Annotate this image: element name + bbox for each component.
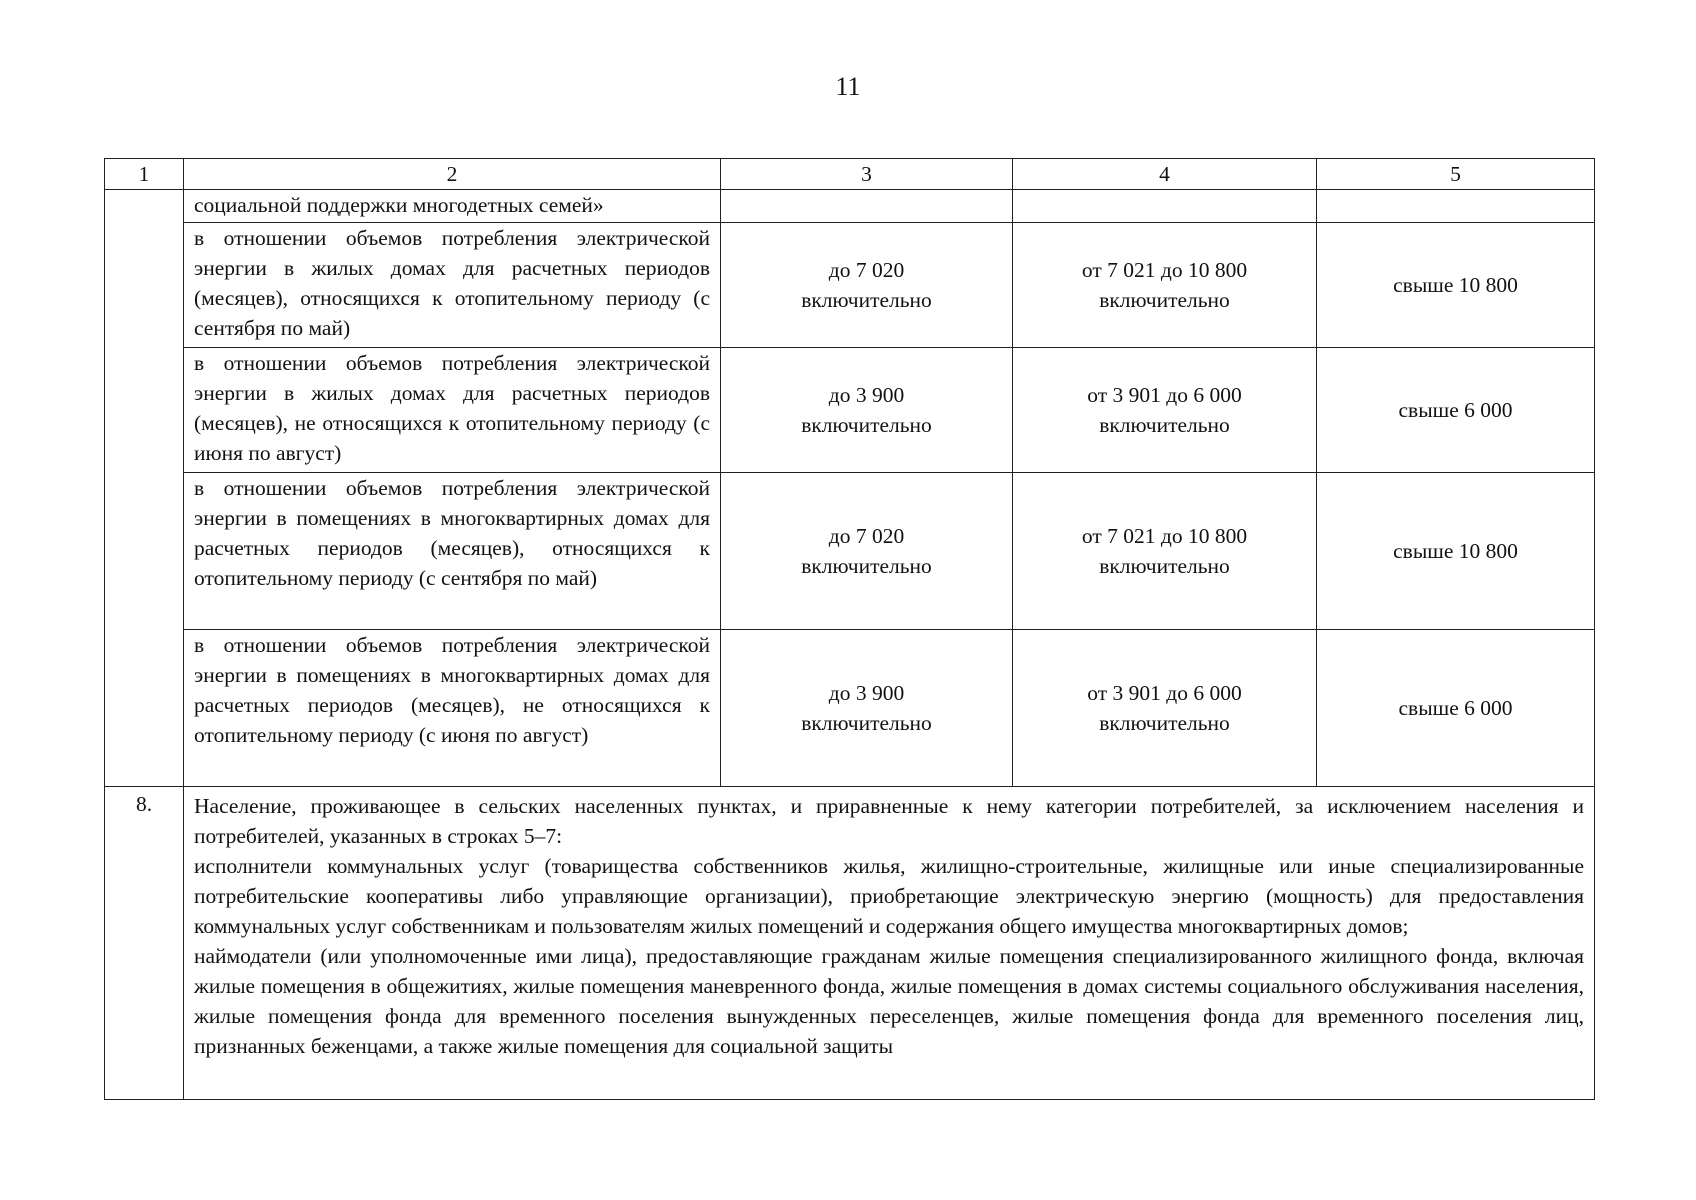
range-qualifier: включительно — [801, 711, 932, 735]
row-description: в отношении объемов потребления электрической энергии в помещениях в многоквартирных домах для расчетных периодов (месяцев), относящихся к отопительному периоду (с сентября по май) — [184, 473, 721, 630]
row-number-cell-empty — [105, 190, 184, 787]
range-value: до 3 900 — [828, 681, 905, 705]
upper-range-cell: свыше 10 800 — [1317, 473, 1595, 630]
row-number: 8. — [105, 787, 184, 1100]
lower-range-cell — [721, 473, 1013, 630]
paragraph: исполнители коммунальных услуг (товарищества собственников жилья, жилищно-строительные, жилищные или иные специализированные потребительские кооперативы либо управляющие организации), приобретающие электрическую энергию (мощность) для предоставления коммунальных услуг собственникам и пользователям жилых помещений и содержания общего имущества многоквартирных домов; — [194, 854, 1584, 938]
column-header-2: 2 — [184, 159, 721, 190]
row-8-description — [184, 787, 1595, 1100]
range-value: до 3 900 — [828, 383, 905, 407]
range-qualifier: включительно — [1099, 554, 1230, 578]
range-qualifier: включительно — [801, 554, 932, 578]
range-value: от 3 901 до 6 000 — [1087, 383, 1242, 407]
lower-range-cell — [721, 223, 1013, 348]
range-qualifier: включительно — [1099, 288, 1230, 312]
range-value: от 7 021 до 10 800 — [1081, 524, 1248, 548]
row-description: в отношении объемов потребления электрической энергии в помещениях в многоквартирных домах для расчетных периодов (месяцев), не относящихся к отопительному периоду (с июня по август) — [184, 630, 721, 787]
table-row — [105, 473, 1595, 630]
table-header-row — [105, 159, 1595, 190]
upper-range-cell: свыше 10 800 — [1317, 223, 1595, 348]
column-header-3: 3 — [721, 159, 1013, 190]
middle-range-cell — [1013, 348, 1317, 473]
table-row — [105, 190, 1595, 223]
column-header-4: 4 — [1013, 159, 1317, 190]
column-header-5: 5 — [1317, 159, 1595, 190]
paragraph: наймодатели (или уполномоченные ими лица), предоставляющие гражданам жилые помещения специализированного жилищного фонда, включая жилые помещения в общежитиях, жилые помещения маневренного фонда, жилые помещения в домах системы социального обслуживания населения, жилые помещения фонда для временного поселения вынужденных переселенцев, жилые помещения фонда для временного поселения лиц, признанных беженцами, а также жилые помещения для социальной защиты — [194, 944, 1584, 1058]
continuation-text: социальной поддержки многодетных семей» — [184, 190, 721, 223]
middle-range-cell — [1013, 473, 1317, 630]
table-row — [105, 787, 1595, 1100]
range-value: от 7 021 до 10 800 — [1081, 258, 1248, 282]
middle-range-cell — [1013, 630, 1317, 787]
range-qualifier: включительно — [801, 288, 932, 312]
tariff-table — [104, 158, 1595, 1100]
column-header-1: 1 — [105, 159, 184, 190]
table-row — [105, 630, 1595, 787]
lower-range-cell — [721, 630, 1013, 787]
middle-range-cell — [1013, 223, 1317, 348]
paragraph: Население, проживающее в сельских населенных пунктах, и приравненные к нему категории потребителей, за исключением населения и потребителей, указанных в строках 5–7: — [194, 794, 1584, 848]
range-qualifier: включительно — [1099, 413, 1230, 437]
range-value: до 7 020 — [828, 258, 905, 282]
upper-range-cell: свыше 6 000 — [1317, 348, 1595, 473]
page-number: 11 — [835, 72, 861, 101]
row-description: в отношении объемов потребления электрической энергии в жилых домах для расчетных периодов (месяцев), не относящихся к отопительному периоду (с июня по август) — [184, 348, 721, 473]
row-description: в отношении объемов потребления электрической энергии в жилых домах для расчетных периодов (месяцев), относящихся к отопительному периоду (с сентября по май) — [184, 223, 721, 348]
table-row — [105, 348, 1595, 473]
empty-cell — [1013, 190, 1317, 223]
range-value: до 7 020 — [828, 524, 905, 548]
range-qualifier: включительно — [1099, 711, 1230, 735]
empty-cell — [1317, 190, 1595, 223]
range-value: от 3 901 до 6 000 — [1087, 681, 1242, 705]
lower-range-cell — [721, 348, 1013, 473]
range-qualifier: включительно — [801, 413, 932, 437]
empty-cell — [721, 190, 1013, 223]
upper-range-cell: свыше 6 000 — [1317, 630, 1595, 787]
table-row — [105, 223, 1595, 348]
